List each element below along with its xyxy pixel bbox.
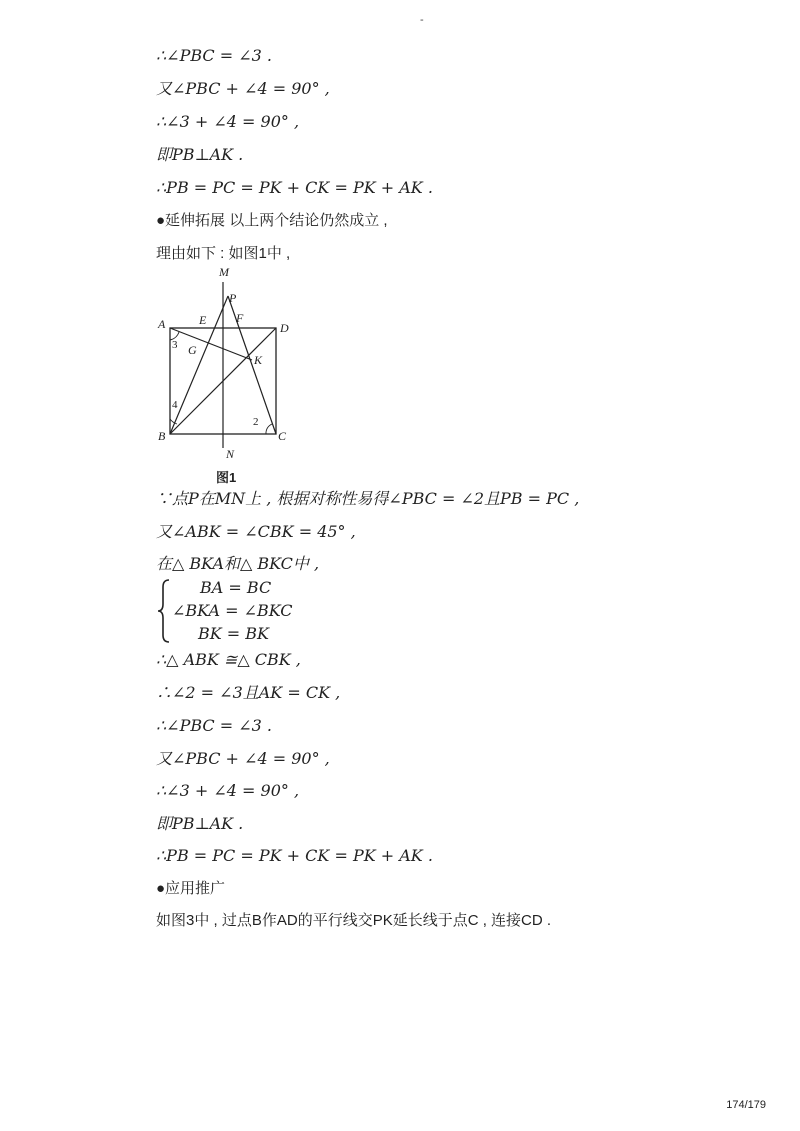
label-b: B [158,429,166,443]
system-line: ∠BKA = ∠BKC [172,601,293,620]
section-heading-apply: ●应用推广 [156,880,226,897]
label-a: A [158,317,166,331]
reason-intro: 理由如下 : 如图1中 , [156,245,291,262]
label-2: 2 [253,416,259,428]
system-line: BK = BK [198,624,269,643]
label-n: N [226,447,235,461]
line-ak [170,328,252,360]
proof-line: 在△ BKA和△ BKC中 , [156,554,320,573]
proof-line: ∴∠2 = ∠3且AK = CK , [156,683,341,702]
proof-line: ∴∠PBC = ∠3 . [156,716,272,735]
label-g: G [188,343,197,357]
label-c: C [278,429,287,443]
proof-line: ∴PB = PC = PK + CK = PK + AK . [156,178,433,197]
congruence-system [156,578,356,646]
apply-text: 如图3中 , 过点B作AD的平行线交PK延长线于点C , 连接CD . [156,912,552,929]
geometry-figure [150,262,310,487]
label-f: F [236,311,244,325]
proof-line: ∵点P在MN上 , 根据对称性易得∠PBC = ∠2且PB = PC , [156,489,580,508]
proof-line: 即PB⊥AK . [156,814,244,833]
proof-line: ∴∠3 + ∠4 = 90° , [156,781,300,800]
proof-line: 又∠PBC + ∠4 = 90° , [156,749,330,768]
header-mark: - [420,14,424,26]
proof-line: 即PB⊥AK . [156,145,244,164]
label-4: 4 [172,399,178,411]
label-k: K [254,353,263,367]
figure-caption: 图1 [216,470,237,485]
proof-line: ∴∠3 + ∠4 = 90° , [156,112,300,131]
system-line: BA = BC [200,578,272,597]
label-m: M [219,265,229,279]
label-e: E [199,313,207,327]
proof-line: ∴△ ABK ≅△ CBK , [156,650,301,669]
label-p: P [229,291,237,305]
left-brace [156,578,172,644]
section-heading-extend: ●延伸拓展 以上两个结论仍然成立 , [156,212,388,229]
page-number: 174/179 [726,1099,766,1111]
proof-line: 又∠PBC + ∠4 = 90° , [156,79,330,98]
label-3: 3 [172,339,178,351]
proof-line: ∴PB = PC = PK + CK = PK + AK . [156,846,433,865]
proof-line: ∴∠PBC = ∠3 . [156,46,272,65]
label-d: D [280,321,289,335]
proof-line: 又∠ABK = ∠CBK = 45° , [156,522,356,541]
